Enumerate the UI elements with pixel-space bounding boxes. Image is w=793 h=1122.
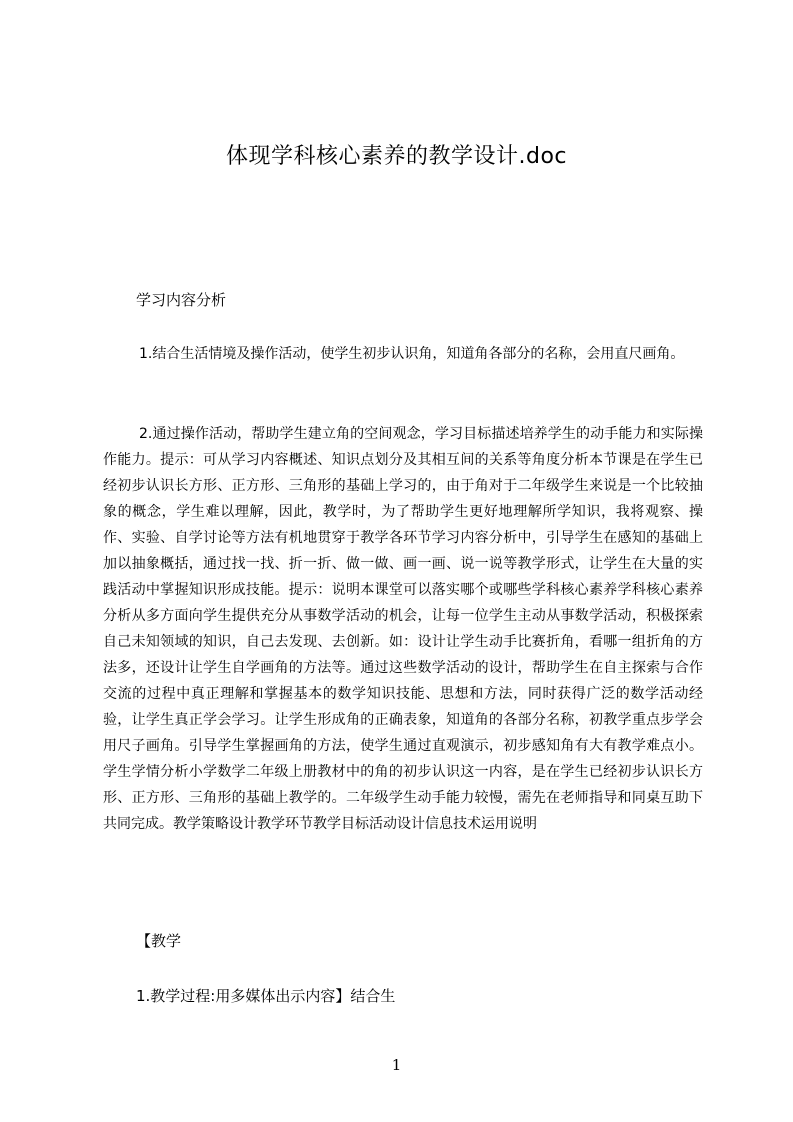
teaching-label: 【教学 [136, 932, 182, 950]
paragraph-objective-1: 1.结合生活情境及操作活动，使学生初步认识角，知道角各部分的名称，会用直尺画角。 [139, 346, 685, 362]
document-title: 体现学科核心素养的教学设计.doc [225, 144, 567, 169]
page-number: 1 [391, 1056, 402, 1074]
section-heading: 学习内容分析 [136, 291, 227, 309]
paragraph-objective-2: 2.通过操作活动，帮助学生建立角的空间观念，学习目标描述培养学生的动手能力和实际操作能力。提示：可从学习内容概述、知识点划分及其相互间的关系等角度分析本节课是在学生已经初步认识长方形、正方形、三角形的基础上学习的，由于角对于二年级学生来说是一个比较抽象的概念，学生难以理解，因此，教学时，为了帮助学生更好地理解所学知识，我将观察、操作、实验、自学讨论等方法有机地贯穿于教学各环节学习内容分析中，引导学生在感知的基础上加以抽象概括，通过找一找、折一折、做一做、画一画、说一说等教学形式，让学生在大量的实践活动中掌握知识形成技能。提示：说明本课堂可以落实哪个或哪些学科核心素养学科核心素养分析从多方面向学生提供充分从事数学活动的机会，让每一位学生主动从事数学活动，积极探索自己未知领域的知识，自己去发现、去创新。如：设计让学生动手比赛折角，看哪一组折角的方法多，还设计让学生自学画角的方法等。通过这些数学活动的设计，帮助学生在自主探索与合作交流的过程中真正理解和掌握基本的数学知识技能、思想和方法，同时获得广泛的数学活动经验，让学生真正学会学习。让学生形成角的正确表象，知道角的各部分名称，初教学重点步学会用尺子画角。引导学生掌握画角的方法，使学生通过直观演示，初步感知角有大有教学难点小。学生学情分析小学数学二年级上册教材中的角的初步认识这一内容，是在学生已经初步认识长方形、正方形、三角形的基础上教学的。二年级学生动手能力较慢，需先在老师指导和同桌互助下共同完成。教学策略设计教学环节教学目标活动设计信息技术运用说明 [103, 426, 703, 832]
teaching-process-line: 1.教学过程:用多媒体出示内容】结合生 [136, 987, 396, 1005]
